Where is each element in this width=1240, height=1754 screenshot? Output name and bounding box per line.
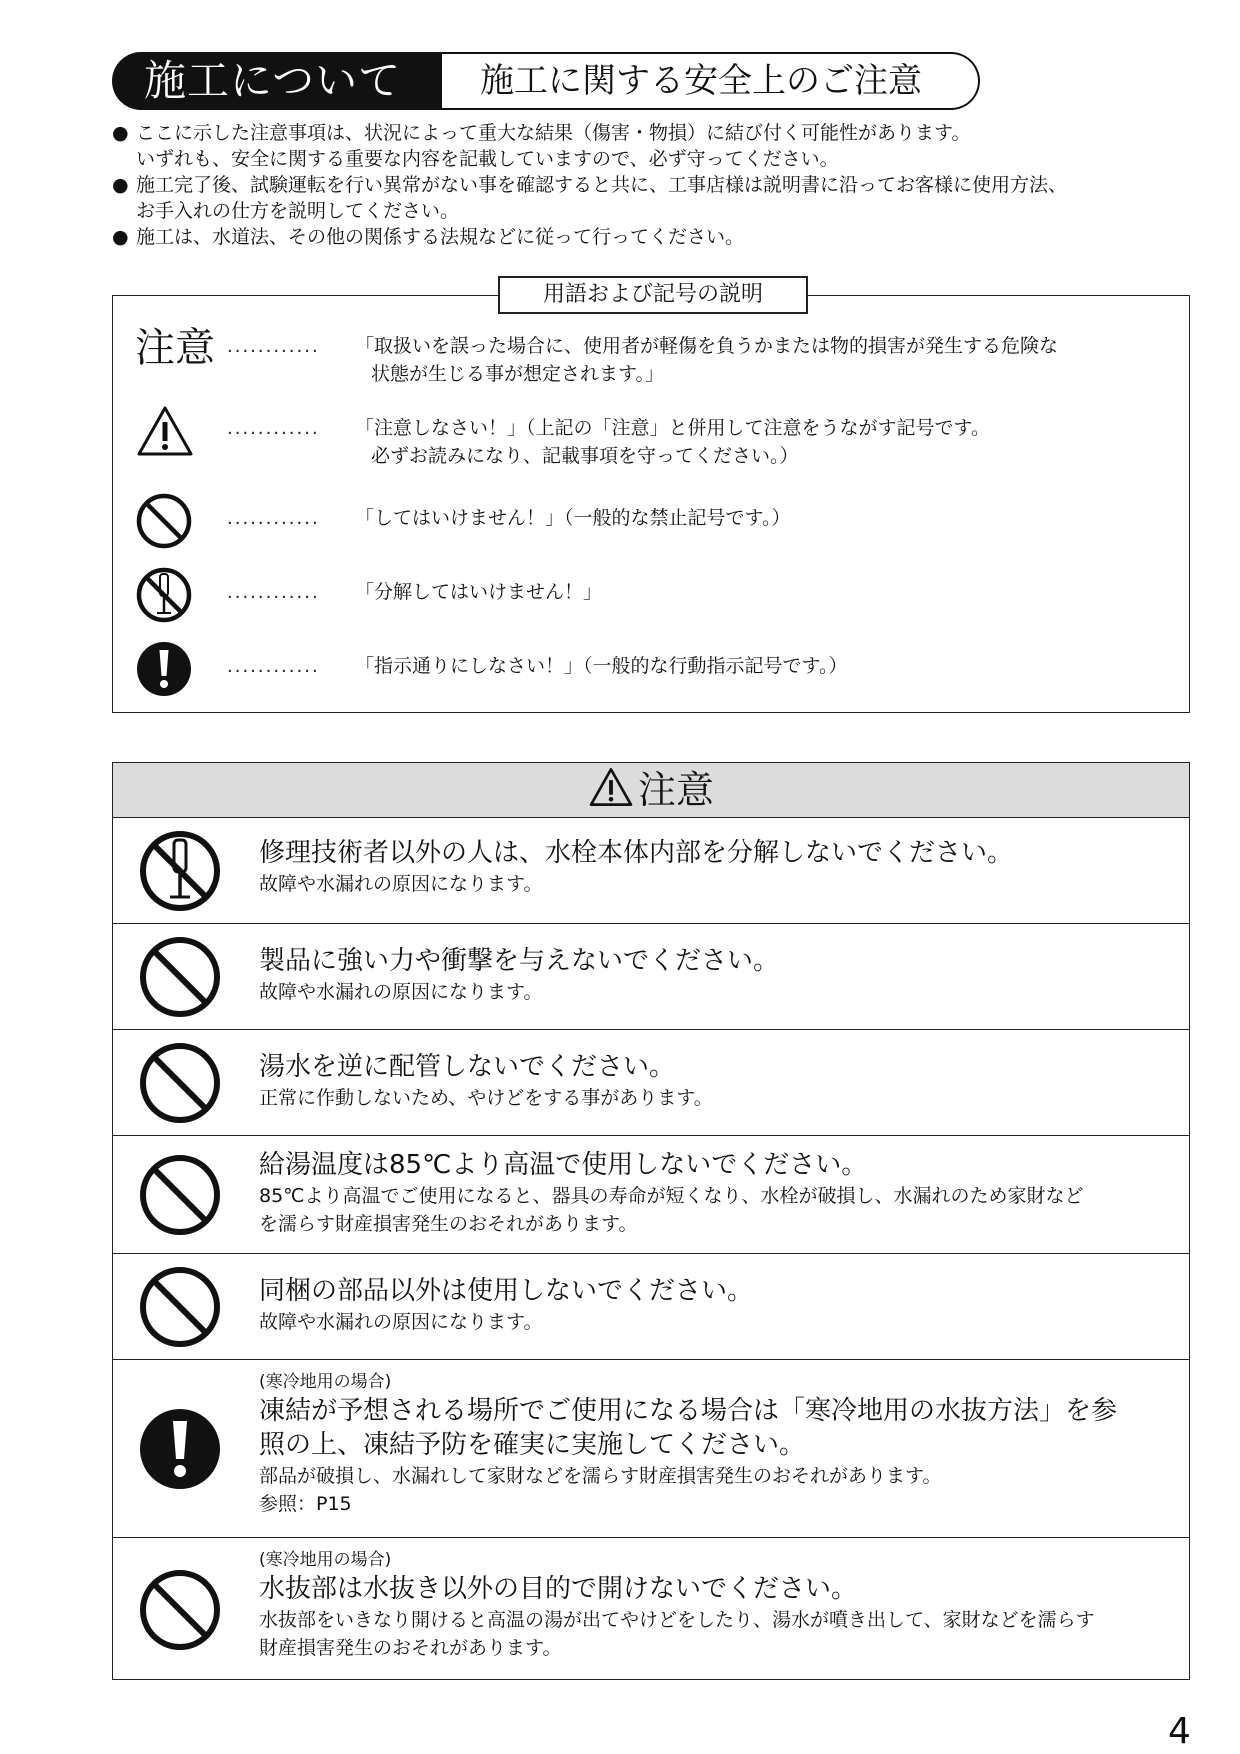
warning-triangle-icon — [135, 404, 195, 458]
intro-bullet-1-cont: いずれも、安全に関する重要な内容を記載していますので、必ず守ってください。 — [136, 148, 839, 170]
leader-dots: ............ — [227, 582, 320, 603]
page-number: 4 — [1168, 1711, 1191, 1752]
intro-bullet-1: ● ここに示した注意事項は、状況によって重大な結果（傷害・物損）に結び付く可能性があります。 — [112, 120, 1192, 146]
row-main-text: 凍結が予想される場所でご使用になる場合は「寒冷地用の水抜方法」を参 — [259, 1396, 1118, 1426]
mandatory-action-icon — [138, 1407, 222, 1491]
legend-warning-text: 「注意しなさい！」（上記の「注意」と併用して注意をうながす記号です。 — [355, 417, 990, 439]
caution-row-impact — [113, 924, 1189, 1030]
row-sub-text: 故障や水漏れの原因になります。 — [259, 981, 543, 1003]
row-note-text: (寒冷地用の場合) — [259, 1372, 392, 1392]
row-sub-text: 正常に作動しないため、やけどをする事があります。 — [259, 1087, 713, 1109]
caution-row-temperature — [113, 1136, 1189, 1254]
legend-caution-text-cont: 状態が生じる事が想定されます。」 — [371, 363, 664, 385]
mandatory-action-icon — [135, 640, 193, 698]
caution-row-reverse-piping — [113, 1030, 1189, 1136]
leader-dots: ............ — [227, 656, 320, 677]
caution-header — [113, 763, 1189, 818]
leader-dots: ............ — [227, 508, 320, 529]
legend-caution-text: 「取扱いを誤った場合に、使用者が軽傷を負うかまたは物的損害が発生する危険な — [355, 335, 1059, 357]
caution-row-disassembly — [113, 818, 1189, 924]
legend-disassemble-text: 「分解してはいけません！」 — [355, 581, 603, 603]
row-main-text: 同梱の部品以外は使用しないでください。 — [259, 1276, 754, 1306]
caution-title: 注意 — [637, 768, 714, 812]
no-disassembly-icon — [135, 566, 193, 624]
row-sub-text: 水抜部をいきなり開けると高温の湯が出てやけどをしたり、湯水が噴き出して、家財などを濡らす — [259, 1609, 1095, 1631]
prohibition-icon — [138, 1265, 222, 1349]
row-main-text-cont: 照の上、凍結予防を確実に実施してください。 — [259, 1430, 806, 1460]
intro-notes — [112, 120, 1192, 250]
legend-mandatory-text: 「指示通りにしなさい！」（一般的な行動指示記号です。） — [355, 655, 848, 677]
row-sub-text-cont: 財産損害発生のおそれがあります。 — [259, 1637, 562, 1659]
row-sub-text: 85℃より高温でご使用になると、器具の寿命が短くなり、水栓が破損し、水漏れのため家財など — [259, 1185, 1084, 1207]
caution-row-freezing — [113, 1360, 1189, 1538]
legend-warning-text-cont: 必ずお読みになり、記載事項を守ってください。） — [371, 445, 799, 467]
section-label: 施工について — [112, 52, 442, 110]
symbol-legend — [112, 282, 1190, 713]
leader-dots: ............ — [227, 336, 320, 357]
caution-table — [112, 762, 1190, 1680]
intro-bullet-2-cont: お手入れの仕方を説明してください。 — [136, 200, 460, 222]
prohibition-icon — [138, 1041, 222, 1125]
caution-row-drain — [113, 1538, 1189, 1682]
caution-word-icon: 注意 — [135, 325, 215, 371]
prohibition-icon — [135, 492, 193, 550]
row-sub-text: 故障や水漏れの原因になります。 — [259, 873, 543, 895]
row-main-text: 水抜部は水抜き以外の目的で開けないでください。 — [259, 1574, 858, 1604]
row-main-text: 修理技術者以外の人は、水栓本体内部を分解しないでください。 — [259, 838, 1014, 868]
row-main-text: 給湯温度は85℃より高温で使用しないでください。 — [259, 1150, 868, 1180]
legend-title: 用語および記号の説明 — [498, 276, 808, 314]
prohibition-icon — [138, 935, 222, 1019]
intro-bullet-2: ● 施工完了後、試験運転を行い異常がない事を確認すると共に、工事店様は説明書に沿ってお客様に使用方法、 — [112, 172, 1192, 198]
row-reference-text: 参照：P15 — [259, 1493, 352, 1515]
row-note-text: (寒冷地用の場合) — [259, 1550, 392, 1570]
row-sub-text: 故障や水漏れの原因になります。 — [259, 1311, 543, 1333]
row-main-text: 湯水を逆に配管しないでください。 — [259, 1052, 676, 1082]
prohibition-icon — [138, 1153, 222, 1237]
no-disassembly-icon — [138, 829, 222, 913]
row-sub-text: 部品が破損し、水漏れして家財などを濡らす財産損害発生のおそれがあります。 — [259, 1465, 942, 1487]
caution-row-parts — [113, 1254, 1189, 1360]
row-main-text: 製品に強い力や衝撃を与えないでください。 — [259, 946, 780, 976]
warning-triangle-icon — [588, 766, 634, 808]
legend-prohibit-text: 「してはいけません！」（一般的な禁止記号です。） — [355, 507, 791, 529]
prohibition-icon — [138, 1568, 222, 1652]
row-sub-text-cont: を濡らす財産損害発生のおそれがあります。 — [259, 1213, 638, 1235]
leader-dots: ............ — [227, 418, 320, 439]
intro-bullet-3: ● 施工は、水道法、その他の関係する法規などに従って行ってください。 — [112, 224, 1192, 250]
section-header — [112, 52, 980, 112]
section-title: 施工に関する安全上のご注意 — [442, 52, 980, 110]
